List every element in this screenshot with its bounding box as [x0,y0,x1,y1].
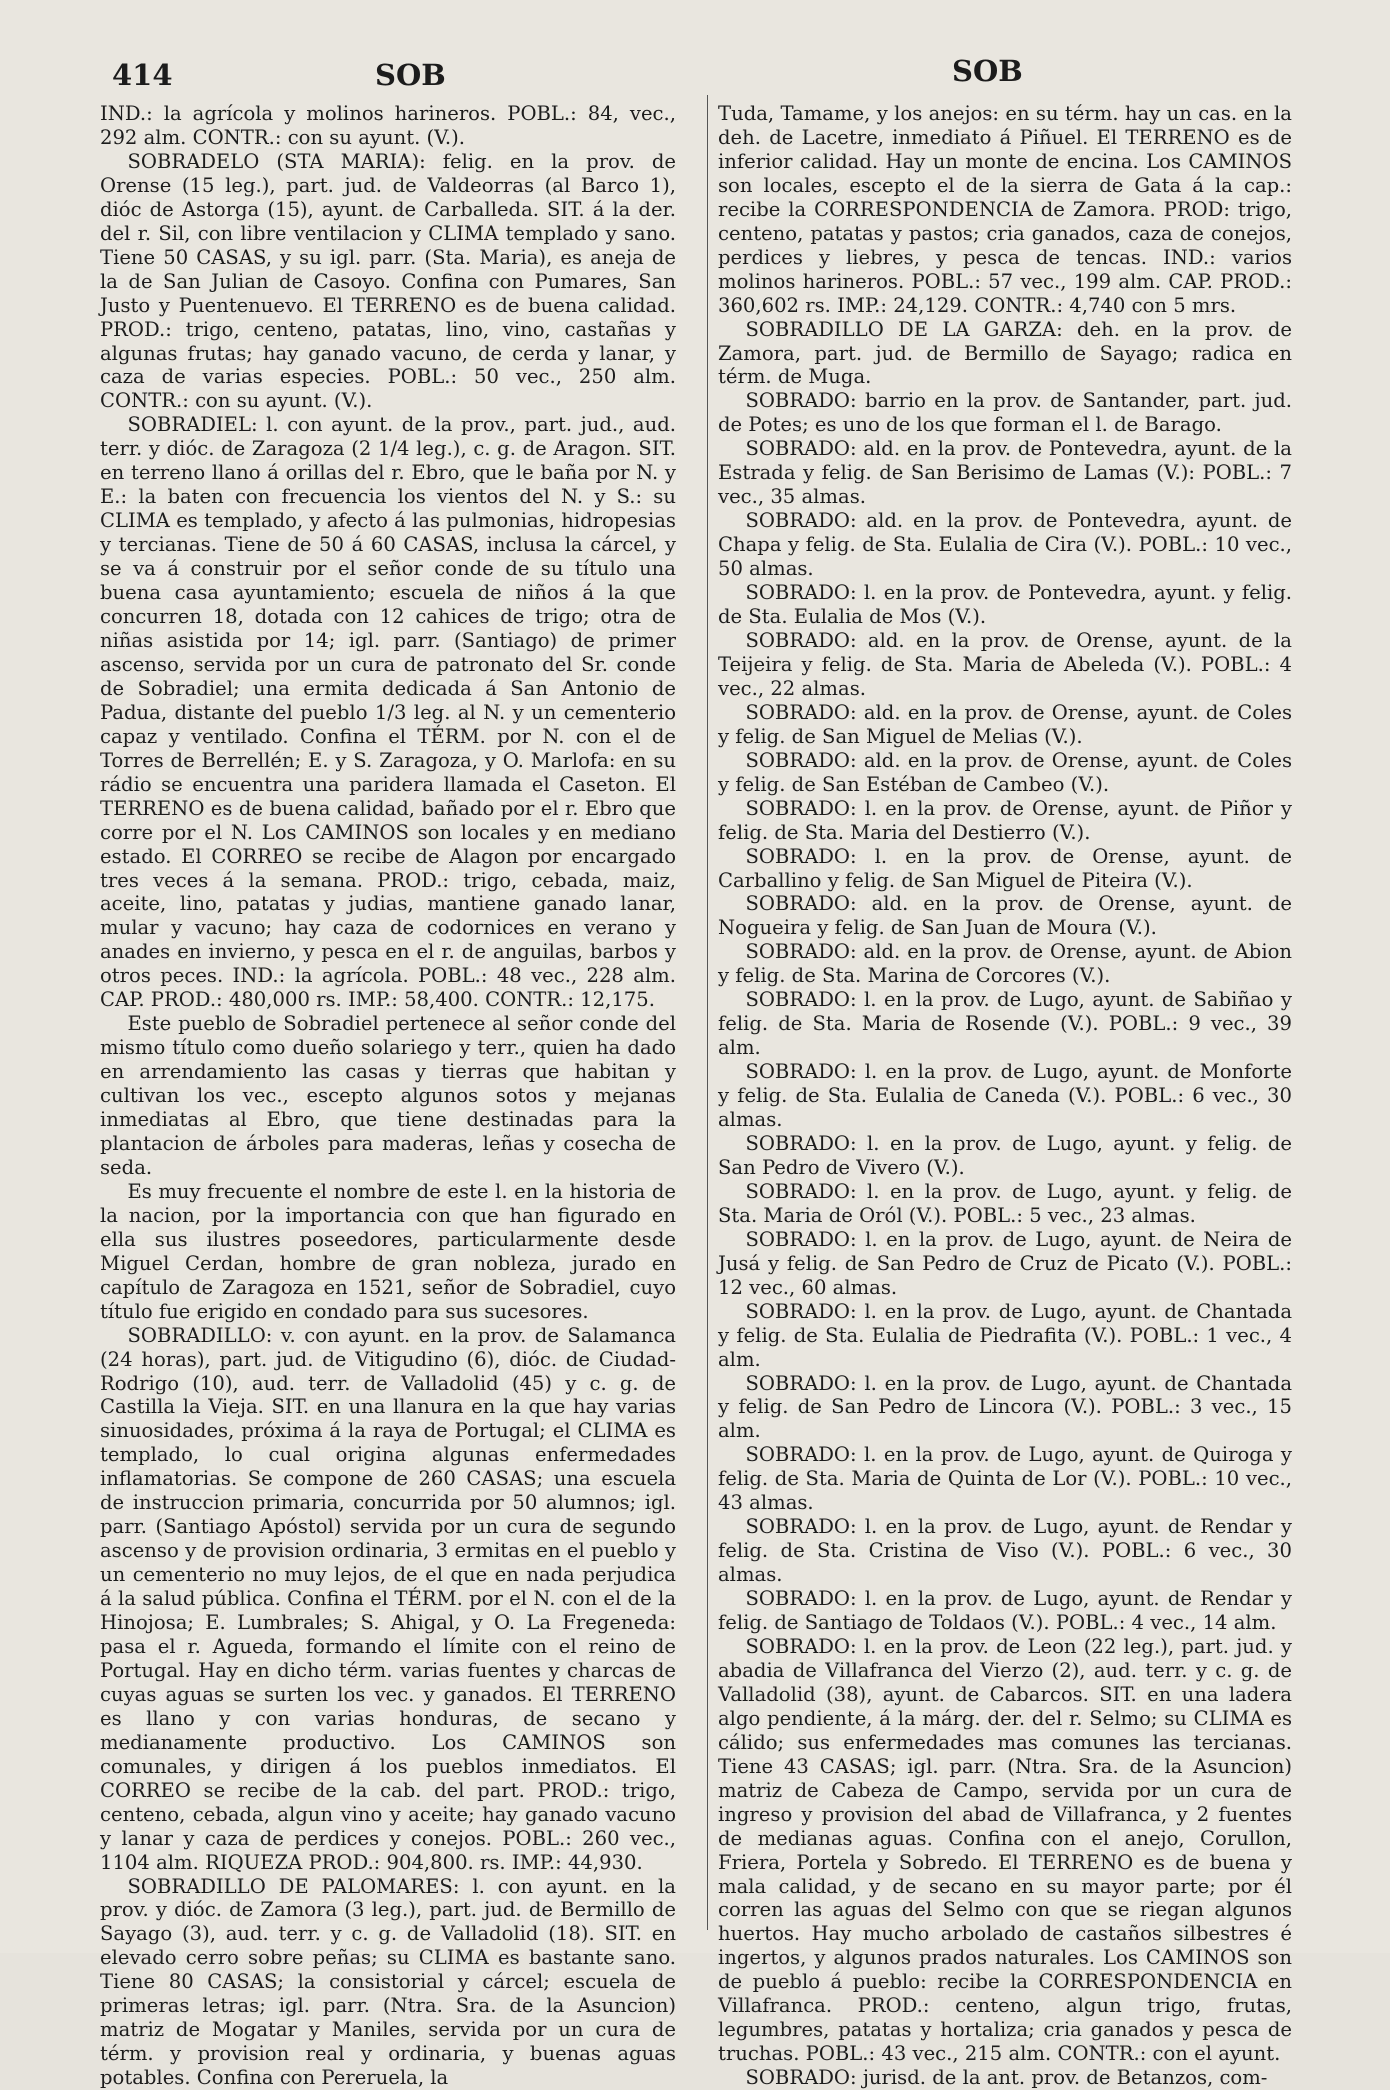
entry-paragraph: SOBRADO: ald. en la prov. de Pontevedra, ayunt. de la Estrada y felig. de San Berisimo de Lamas (V.): POBL.: 7 vec., 35 almas. [718,437,1292,509]
entry-paragraph: SOBRADELO (STA MARIA): felig. en la prov. de Orense (15 leg.), part. jud. de Valdeorras (al Barco 1), dióc de Astorga (15), ayunt. de Carballeda. SIT. á la der. del r. Sil, con libre ventilacion y CLIMA templado y sano. Tiene 50 CASAS, y su igl. parr. (Sta. Maria), es aneja de la de San Julian de Casoyo. Confina con Pumares, San Justo y Puentenuevo. El TERRENO es de buena calidad. PROD.: trigo, centeno, patatas, lino, vino, castañas y algunas frutas; hay ganado vacuno, de cerda y lanar, y caza de varias especies. POBL.: 50 vec., 250 alm. CONTR.: con su ayunt. (V.). [100,149,676,413]
entry-paragraph: Tuda, Tamame, y los anejos: en su térm. hay un cas. en la deh. de Lacetre, inmediato á Piñuel. El TERRENO es de inferior calidad. Hay un monte de encina. Los CAMINOS son locales, escepto el de la sierra de Gata á la cap.: recibe la CORRESPONDENCIA de Zamora. PROD: trigo, centeno, patatas y pastos; cria ganados, caza de conejos, perdices y liebres, y pesca de tencas. IND.: varios molinos harineros. POBL.: 57 vec., 199 alm. CAP. PROD.: 360,602 rs. IMP.: 24,129. CONTR.: 4,740 con 5 mrs. [718,102,1292,317]
entry-paragraph: Es muy frecuente el nombre de este l. en la historia de la nacion, por la importancia con que han figurado en ella sus ilustres poseedores, particularmente desde Miguel Cerdan, hombre de gran nobleza, jurado en capítulo de Zaragoza en 1521, señor de Sobradiel, cuyo título fue erigido en condado para sus sucesores. [100,1179,676,1323]
entry-paragraph: SOBRADO: l. en la prov. de Lugo, ayunt. de Rendar y felig. de Santiago de Toldaos (V.). POBL.: 4 vec., 14 alm. [718,1587,1292,1635]
page-header [0,54,1390,108]
entry-paragraph: SOBRADO: l. en la prov. de Lugo, ayunt. de Monforte y felig. de Sta. Eulalia de Caneda (V.). POBL.: 6 vec., 30 almas. [718,1060,1292,1132]
page-number: 414 [112,58,173,92]
left-column [100,102,676,2090]
entry-paragraph: IND.: la agrícola y molinos harineros. POBL.: 84, vec., 292 alm. CONTR.: con su ayunt. (V.). [100,102,676,149]
entry-paragraph: SOBRADO: ald. en la prov. de Pontevedra, ayunt. de Chapa y felig. de Sta. Eulalia de Cira (V.). POBL.: 10 vec., 50 almas. [718,509,1292,581]
entry-paragraph: SOBRADIEL: l. con ayunt. de la prov., part. jud., aud. terr. y dióc. de Zaragoza (2 1/4 leg.), c. g. de Aragon. SIT. en terreno llano á orillas del r. Ebro, que le baña por N. y E.: la baten con frecuencia los vientos del N. y S.: su CLIMA es templado, y afecto á las pulmonias, hidropesias y tercianas. Tiene de 50 á 60 CASAS, inclusa la cárcel, y se va á construir por el señor conde de su título una buena casa ayuntamiento; escuela de niños á la que concurren 18, dotada con 12 cahices de trigo; otra de niñas asistida por 14; igl. parr. (Santiago) de primer ascenso, servida por un cura de patronato del Sr. conde de Sobradiel; una ermita dedicada á San Antonio de Padua, distante del pueblo 1/3 leg. al N. y un cementerio capaz y ventilado. Confina el TÉRM. por N. con el de Torres de Berrellén; E. y S. Zaragoza, y O. Marlofa: en su rádio se encuentra una paridera llamada el Caseton. El TERRENO es de buena calidad, bañado por el r. Ebro que corre por el N. Los CAMINOS son locales y en mediano estado. El CORREO se recibe de Alagon por encargado tres veces á la semana. PROD.: trigo, cebada, maiz, aceite, lino, patatas y judias, mantiene ganado lanar, mular y vacuno; hay caza de codornices en verano y anades en invierno, y pesca en el r. de anguilas, barbos y otros peces. IND.: la agrícola. POBL.: 48 vec., 228 alm. CAP. PROD.: 480,000 rs. IMP.: 58,400. CONTR.: 12,175. [100,413,676,1012]
entry-paragraph: SOBRADO: ald. en la prov. de Orense, ayunt. de Coles y felig. de San Estéban de Cambeo (V.). [718,748,1292,796]
entry-paragraph: SOBRADO: l. en la prov. de Lugo, ayunt. de Chantada y felig. de San Pedro de Lincora (V.). POBL.: 3 vec., 15 alm. [718,1371,1292,1443]
entry-paragraph: SOBRADO: l. en la prov. de Lugo, ayunt. de Rendar y felig. de Sta. Cristina de Viso (V.). POBL.: 6 vec., 30 almas. [718,1515,1292,1587]
entry-paragraph: SOBRADO: l. en la prov. de Lugo, ayunt. y felig. de San Pedro de Vivero (V.). [718,1131,1292,1179]
entry-paragraph: SOBRADILLO DE PALOMARES: l. con ayunt. en la prov. y dióc. de Zamora (3 leg.), part. jud. de Bermillo de Sayago (3), aud. terr. y c. g. de Valladolid (18). SIT. en elevado cerro sobre peñas; su CLIMA es bastante sano. Tiene 80 CASAS; la consistorial y cárcel; escuela de primeras letras; igl. parr. (Ntra. Sra. de la Asuncion) matriz de Mogatar y Maniles, servida por un cura de térm. y provision real y ordinaria, y buenas aguas potables. Confina con Pereruela, la [100,1874,676,2090]
entry-paragraph: SOBRADO: ald. en la prov. de Orense, ayunt. de Abion y felig. de Sta. Marina de Corcores (V.). [718,940,1292,988]
entry-paragraph: SOBRADO: jurisd. de la ant. prov. de Betanzos, com- [745,2066,1268,2090]
entry-paragraph: SOBRADO: ald. en la prov. de Orense, ayunt. de la Teijeira y felig. de Sta. Maria de Abeleda (V.). POBL.: 4 vec., 22 almas. [718,628,1292,700]
entry-paragraph: SOBRADO: l. en la prov. de Leon (22 leg.), part. jud. y abadia de Villafranca del Vierzo (2), aud. terr. y c. g. de Valladolid (38), ayunt. de Cabarcos. SIT. en una ladera algo pendiente, á la márg. der. del r. Selmo; su CLIMA es cálido; sus enfermedades mas comunes las tercianas. Tiene 43 CASAS; igl. parr. (Ntra. Sra. de la Asuncion) matriz de Cabeza de Campo, servida por un cura de ingreso y provision del abad de Villafranca, y 2 fuentes de medianas aguas. Confina con el anejo, Corullon, Friera, Portela y Sobredo. El TERRENO es de buena y mala calidad, y de secano en su mayor parte; por él corren las aguas del Selmo con que se riegan algunos huertos. Hay mucho arbolado de castaños silbestres é ingertos, y algunos prados naturales. Los CAMINOS son de pueblo á pueblo: recibe la CORRESPONDENCIA en Villafranca. PROD.: centeno, algun trigo, frutas, legumbres, patatas y hortaliza; cria ganados y pesca de truchas. POBL.: 43 vec., 215 alm. CONTR.: con el ayunt. [718,1635,1292,2066]
entry-paragraph: SOBRADO: l. en la prov. de Lugo, ayunt. de Chantada y felig. de Sta. Eulalia de Piedrafita (V.). POBL.: 1 vec., 4 alm. [718,1299,1292,1371]
entry-paragraph: SOBRADO: ald. en la prov. de Orense, ayunt. de Coles y felig. de San Miguel de Melias (V.). [718,700,1292,748]
entry-paragraph: Este pueblo de Sobradiel pertenece al señor conde del mismo título como dueño solariego y terr., quien ha dado en arrendamiento las casas y tierras que habitan y cultivan los vec., escepto algunos sotos y mejanas inmediatas al Ebro, que tiene destinadas para la plantacion de árboles para maderas, leñas y cosecha de seda. [100,1012,676,1179]
entry-paragraph: SOBRADO: l. en la prov. de Lugo, ayunt. de Quiroga y felig. de Sta. Maria de Quinta de Lor (V.). POBL.: 10 vec., 43 almas. [718,1443,1292,1515]
entry-paragraph: SOBRADILLO: v. con ayunt. en la prov. de Salamanca (24 horas), part. jud. de Vitigudino (6), dióc. de Ciudad-Rodrigo (10), aud. terr. de Valladolid (45) y c. g. de Castilla la Vieja. SIT. en una llanura en la que hay varias sinuosidades, próxima á la raya de Portugal; el CLIMA es templado, lo cual origina algunas enfermedades inflamatorias. Se compone de 260 CASAS; una escuela de instruccion primaria, concurrida por 50 alumnos; igl. parr. (Santiago Apóstol) servida por un cura de segundo ascenso y de provision ordinaria, 3 ermitas en el pueblo y un cementerio no muy lejos, de el que en nada perjudica á la salud pública. Confina el TÉRM. por el N. con el de la Hinojosa; E. Lumbrales; S. Ahigal, y O. La Fregeneda: pasa el r. Agueda, formando el límite con el reino de Portugal. Hay en dicho térm. varias fuentes y charcas de cuyas aguas se surten los vec. y ganados. El TERRENO es llano y con varias honduras, de secano y medianamente productivo. Los CAMINOS son comunales, y dirigen á los pueblos inmediatos. El CORREO se recibe de la cab. del part. PROD.: trigo, centeno, cebada, algun vino y aceite; hay ganado vacuno y lanar y caza de perdices y conejos. POBL.: 260 vec., 1104 alm. RIQUEZA PROD.: 904,800. rs. IMP.: 44,930. [100,1323,676,1874]
entry-paragraph: SOBRADO: l. en la prov. de Orense, ayunt. de Piñor y felig. de Sta. Maria del Destierro (V.). [718,796,1292,844]
entry-paragraph: SOBRADO: l. en la prov. de Lugo, ayunt. de Sabiñao y felig. de Sta. Maria de Rosende (V.). POBL.: 9 vec., 39 alm. [718,988,1292,1060]
entry-paragraph: SOBRADO: l. en la prov. de Orense, ayunt. de Carballino y felig. de San Miguel de Piteira (V.). [718,844,1292,892]
entry-paragraph: SOBRADILLO DE LA GARZA: deh. en la prov. de Zamora, part. jud. de Bermillo de Sayago; radica en térm. de Muga. [718,317,1292,389]
running-head-right: SOB [952,54,1023,88]
running-head-left: SOB [375,58,446,92]
entry-paragraph: SOBRADO: l. en la prov. de Lugo, ayunt. de Neira de Jusá y felig. de San Pedro de Cruz de Picato (V.). POBL.: 12 vec., 60 almas. [718,1227,1292,1299]
entry-paragraph: SOBRADO: l. en la prov. de Pontevedra, ayunt. y felig. de Sta. Eulalia de Mos (V.). [718,581,1292,629]
entry-paragraph: SOBRADO: l. en la prov. de Lugo, ayunt. y felig. de Sta. Maria de Oról (V.). POBL.: 5 vec., 23 almas. [718,1179,1292,1227]
entry-paragraph: SOBRADO: barrio en la prov. de Santander, part. jud. de Potes; es uno de los que forman el l. de Barago. [718,389,1292,437]
column-divider [707,95,708,1930]
right-column [718,102,1292,2090]
entry-paragraph: SOBRADO: ald. en la prov. de Orense, ayunt. de Nogueira y felig. de San Juan de Moura (V.). [718,892,1292,940]
